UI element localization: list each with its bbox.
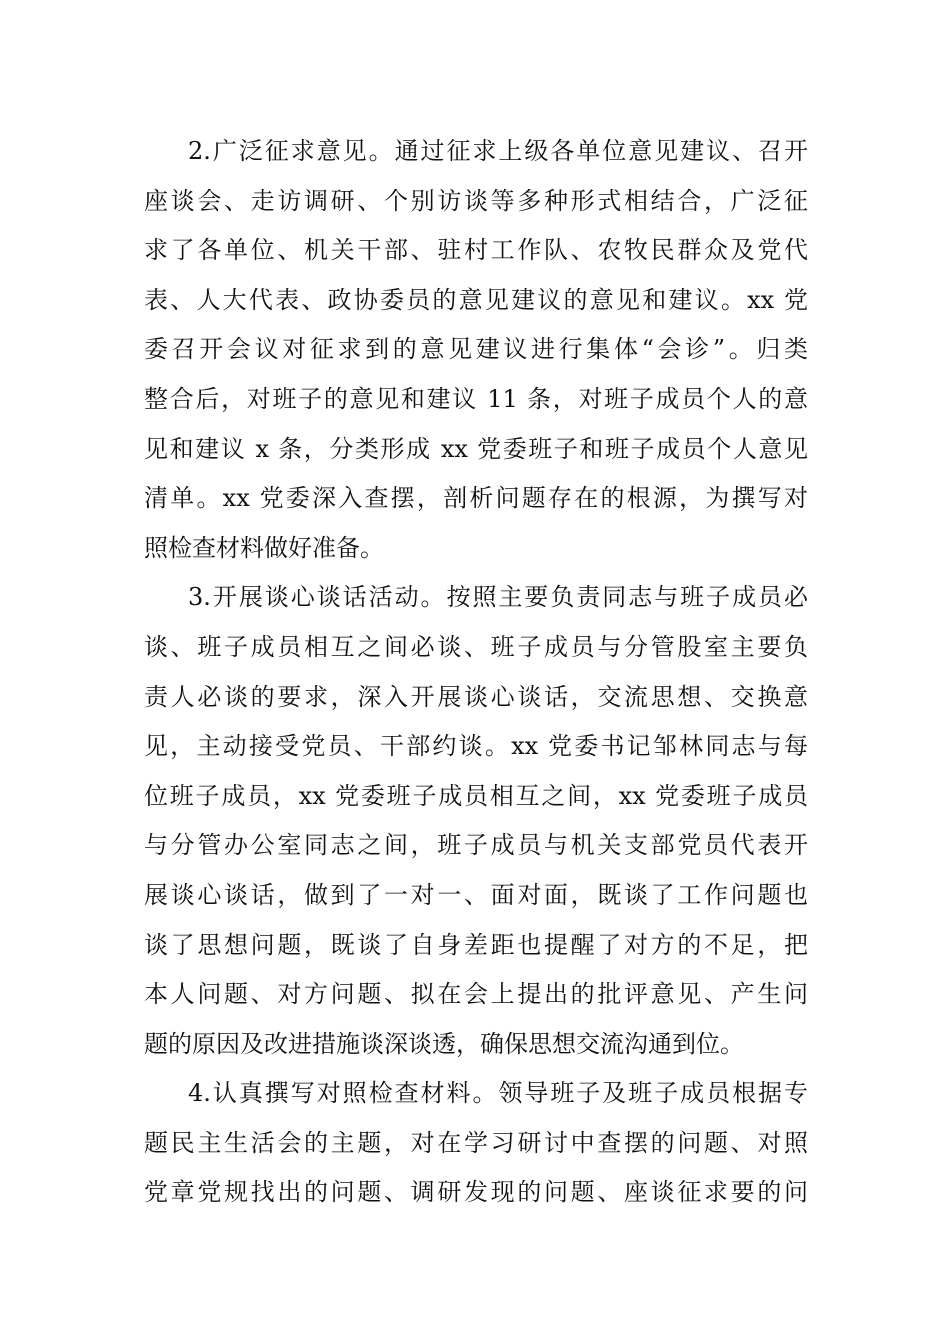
- text-line: 题的原因及改进措施谈深谈透，确保思想交流沟通到位。: [144, 1029, 744, 1058]
- text-line: 表、人大代表、政协委员的意见建议的意见和建议。xx 党: [144, 285, 808, 314]
- text-line: 见，主动接受党员、干部约谈。xx 党委书记邹林同志与每: [144, 732, 808, 761]
- text-line: 位班子成员，xx 党委班子成员相互之间，xx 党委班子成员: [144, 781, 808, 810]
- text-line: 本人问题、对方问题、拟在会上提出的批评意见、产生问: [144, 980, 808, 1009]
- text-line: 与分管办公室同志之间，班子成员与机关支部党员代表开: [144, 831, 808, 860]
- paragraph-2-solicit-opinions: [144, 127, 808, 573]
- text-line: 照检查材料做好准备。: [144, 533, 384, 562]
- text-line: 谈、班子成员相互之间必谈、班子成员与分管股室主要负: [144, 632, 808, 661]
- text-line: 展谈心谈话，做到了一对一、面对面，既谈了工作问题也: [144, 880, 808, 909]
- text-line: 4.认真撰写对照检查材料。领导班子及班子成员根据专: [188, 1079, 808, 1108]
- text-line: 见和建议 x 条，分类形成 xx 党委班子和班子成员个人意见: [144, 434, 808, 463]
- text-line: 谈了思想问题，既谈了自身差距也提醒了对方的不足，把: [144, 930, 808, 959]
- text-line: 3.开展谈心谈话活动。按照主要负责同志与班子成员必: [188, 583, 808, 612]
- text-line: 责人必谈的要求，深入开展谈心谈话，交流思想、交换意: [144, 682, 808, 711]
- text-line: 题民主生活会的主题，对在学习研讨中查摆的问题、对照: [144, 1128, 808, 1157]
- text-line: 委召开会议对征求到的意见建议进行集体“会诊”。归类: [144, 335, 808, 364]
- text-line: 2.广泛征求意见。通过征求上级各单位意见建议、召开: [188, 137, 808, 165]
- text-line: 党章党规找出的问题、调研发现的问题、座谈征求要的问: [144, 1178, 808, 1207]
- text-line: 座谈会、走访调研、个别访谈等多种形式相结合，广泛征: [144, 186, 808, 215]
- text-line: 清单。xx 党委深入查摆，剖析问题存在的根源，为撰写对: [144, 484, 808, 513]
- paragraph-4-inspection-materials: [144, 1069, 808, 1218]
- document-body: [144, 127, 808, 1218]
- text-line: 求了各单位、机关干部、驻村工作队、农牧民群众及党代: [144, 236, 808, 265]
- text-line: 整合后，对班子的意见和建议 11 条，对班子成员个人的意: [144, 384, 808, 413]
- paragraph-3-heart-to-heart-talks: [144, 573, 808, 1069]
